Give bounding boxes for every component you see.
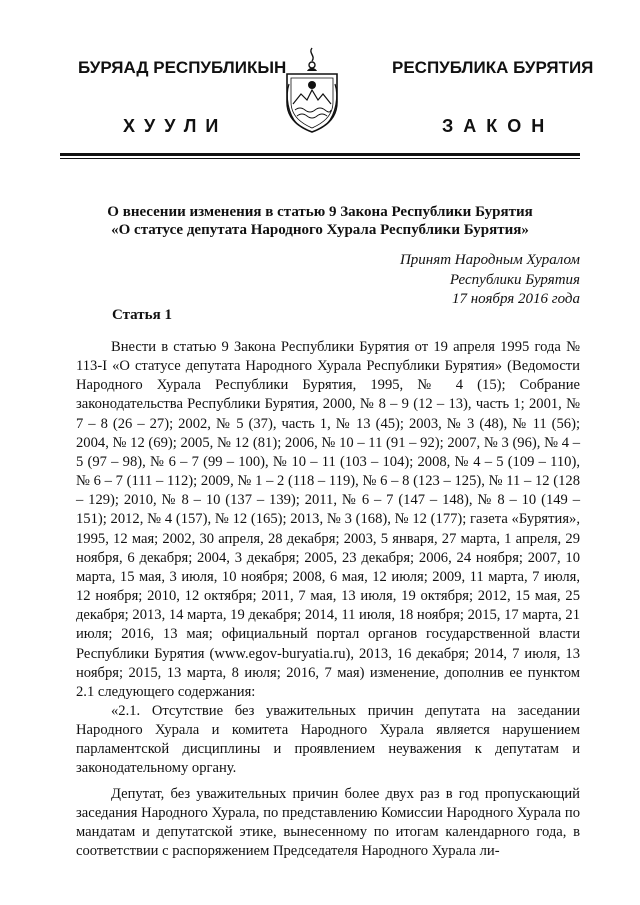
body-paragraph: «2.1. Отсутствие без уважительных причин депутата на заседании Народного Хурала и комитета Народного Хурала является нарушением парламентской дисциплины и проявлением неуважения к депутатам и законодательному органу. [76,702,580,777]
header-left-line2: ХУУЛИ [123,116,228,136]
body-paragraph: Внести в статью 9 Закона Республики Бурятия от 19 апреля 1995 года № 113-I «О статусе депутата Народного Хурала Республики Бурятия» (Ведомости Народного Хурала Республики Бурятия, 1995, № 4 (15); Собрание законодательства Республики Бурятия, 2000, № 8 – 9 (12 – 13), часть 1; 2001, № 7 – 8 (26 – 27); 2002, № 5 (37), часть 1, № 13 (45); 2003, № 3 (48), № 11 (56); 2004, № 12 (69); 2005, № 12 (81); 2006, № 10 – 11 (91 – 92); 2007, № 3 (96), № 4 – 5 (97 – 98), № 6 – 7 (99 – 100), № 10 – 11 (103 – 104); 2008, № 4 – 5 (109 – 110), № 6 – 7 (111 – 112); 2009, № 1 – 2 (118 – 119), № 6 – 8 (123 – 125), № 11 – 12 (128 – 129); 2010, № 8 – 10 (137 – 139); 2011, № 6 – 7 (147 – 148), № 8 – 10 (149 – 151); 2012, № 4 (157), № 12 (165); 2013, № 3 (168), № 12 (177); газета «Бурятия», 1995, 12 мая; 2002, 30 апреля, 28 декабря; 2003, 5 января, 27 марта, 1 апреля, 29 ноября, 6 декабря; 2004, 3 декабря; 2005, 23 декабря; 2006, 24 ноября; 2007, 10 марта, 15 мая, 3 июля, 10 ноября; 2008, 6 мая, 12 июля; 2009, 11 марта, 7 июля, 12 ноября; 2010, 12 октября; 2011, 7 мая, 13 июля, 19 октября; 2012, 15 мая, 25 декабря; 2013, 14 марта, 19 декабря; 2014, 11 июля, 18 ноября; 2015, 17 марта, 21 июля; 2016, 13 мая; официальный портал органов государственной власти Республики Бурятия (www.egov-buryatia.ru), 2013, 16 декабря; 2014, 7 июля, 13 ноября; 2015, 13 марта, 8 июля; 2016, 7 мая) изменение, дополнив ее пунктом 2.1 следующего содержания: [76,339,580,700]
adoption-line2: Республики Бурятия [449,272,580,288]
law-title-line1: О внесении изменения в статью 9 Закона Республики Бурятия [107,204,533,220]
header-right-line1: РЕСПУБЛИКА БУРЯТИЯ [392,58,594,77]
buryatia-coat-of-arms-icon [279,44,345,136]
law-title-line2: «О статусе депутата Народного Хурала Республики Бурятия» [111,222,529,238]
header-right-line2: ЗАКОН [442,116,555,136]
adoption-line1: Принят Народным Хуралом [399,252,580,268]
header-left-line1: БУРЯАД РЕСПУБЛИКЫН [78,58,287,77]
body-paragraph: Депутат, без уважительных причин более двух раз в год пропускающий заседания Народного Хурала, по представлению Комиссии Народного Хурала по мандатам и депутатской этике, вынесенному по итогам календарного года, в соответствии с распоряжением Председателя Народного Хурала ли- [76,785,580,860]
adoption-date: 17 ноября 2016 года [451,291,580,307]
header-rule-thick [60,153,580,156]
article-heading: Статья 1 [112,307,172,323]
header-rule-thin [60,158,580,159]
law-body [76,338,580,861]
